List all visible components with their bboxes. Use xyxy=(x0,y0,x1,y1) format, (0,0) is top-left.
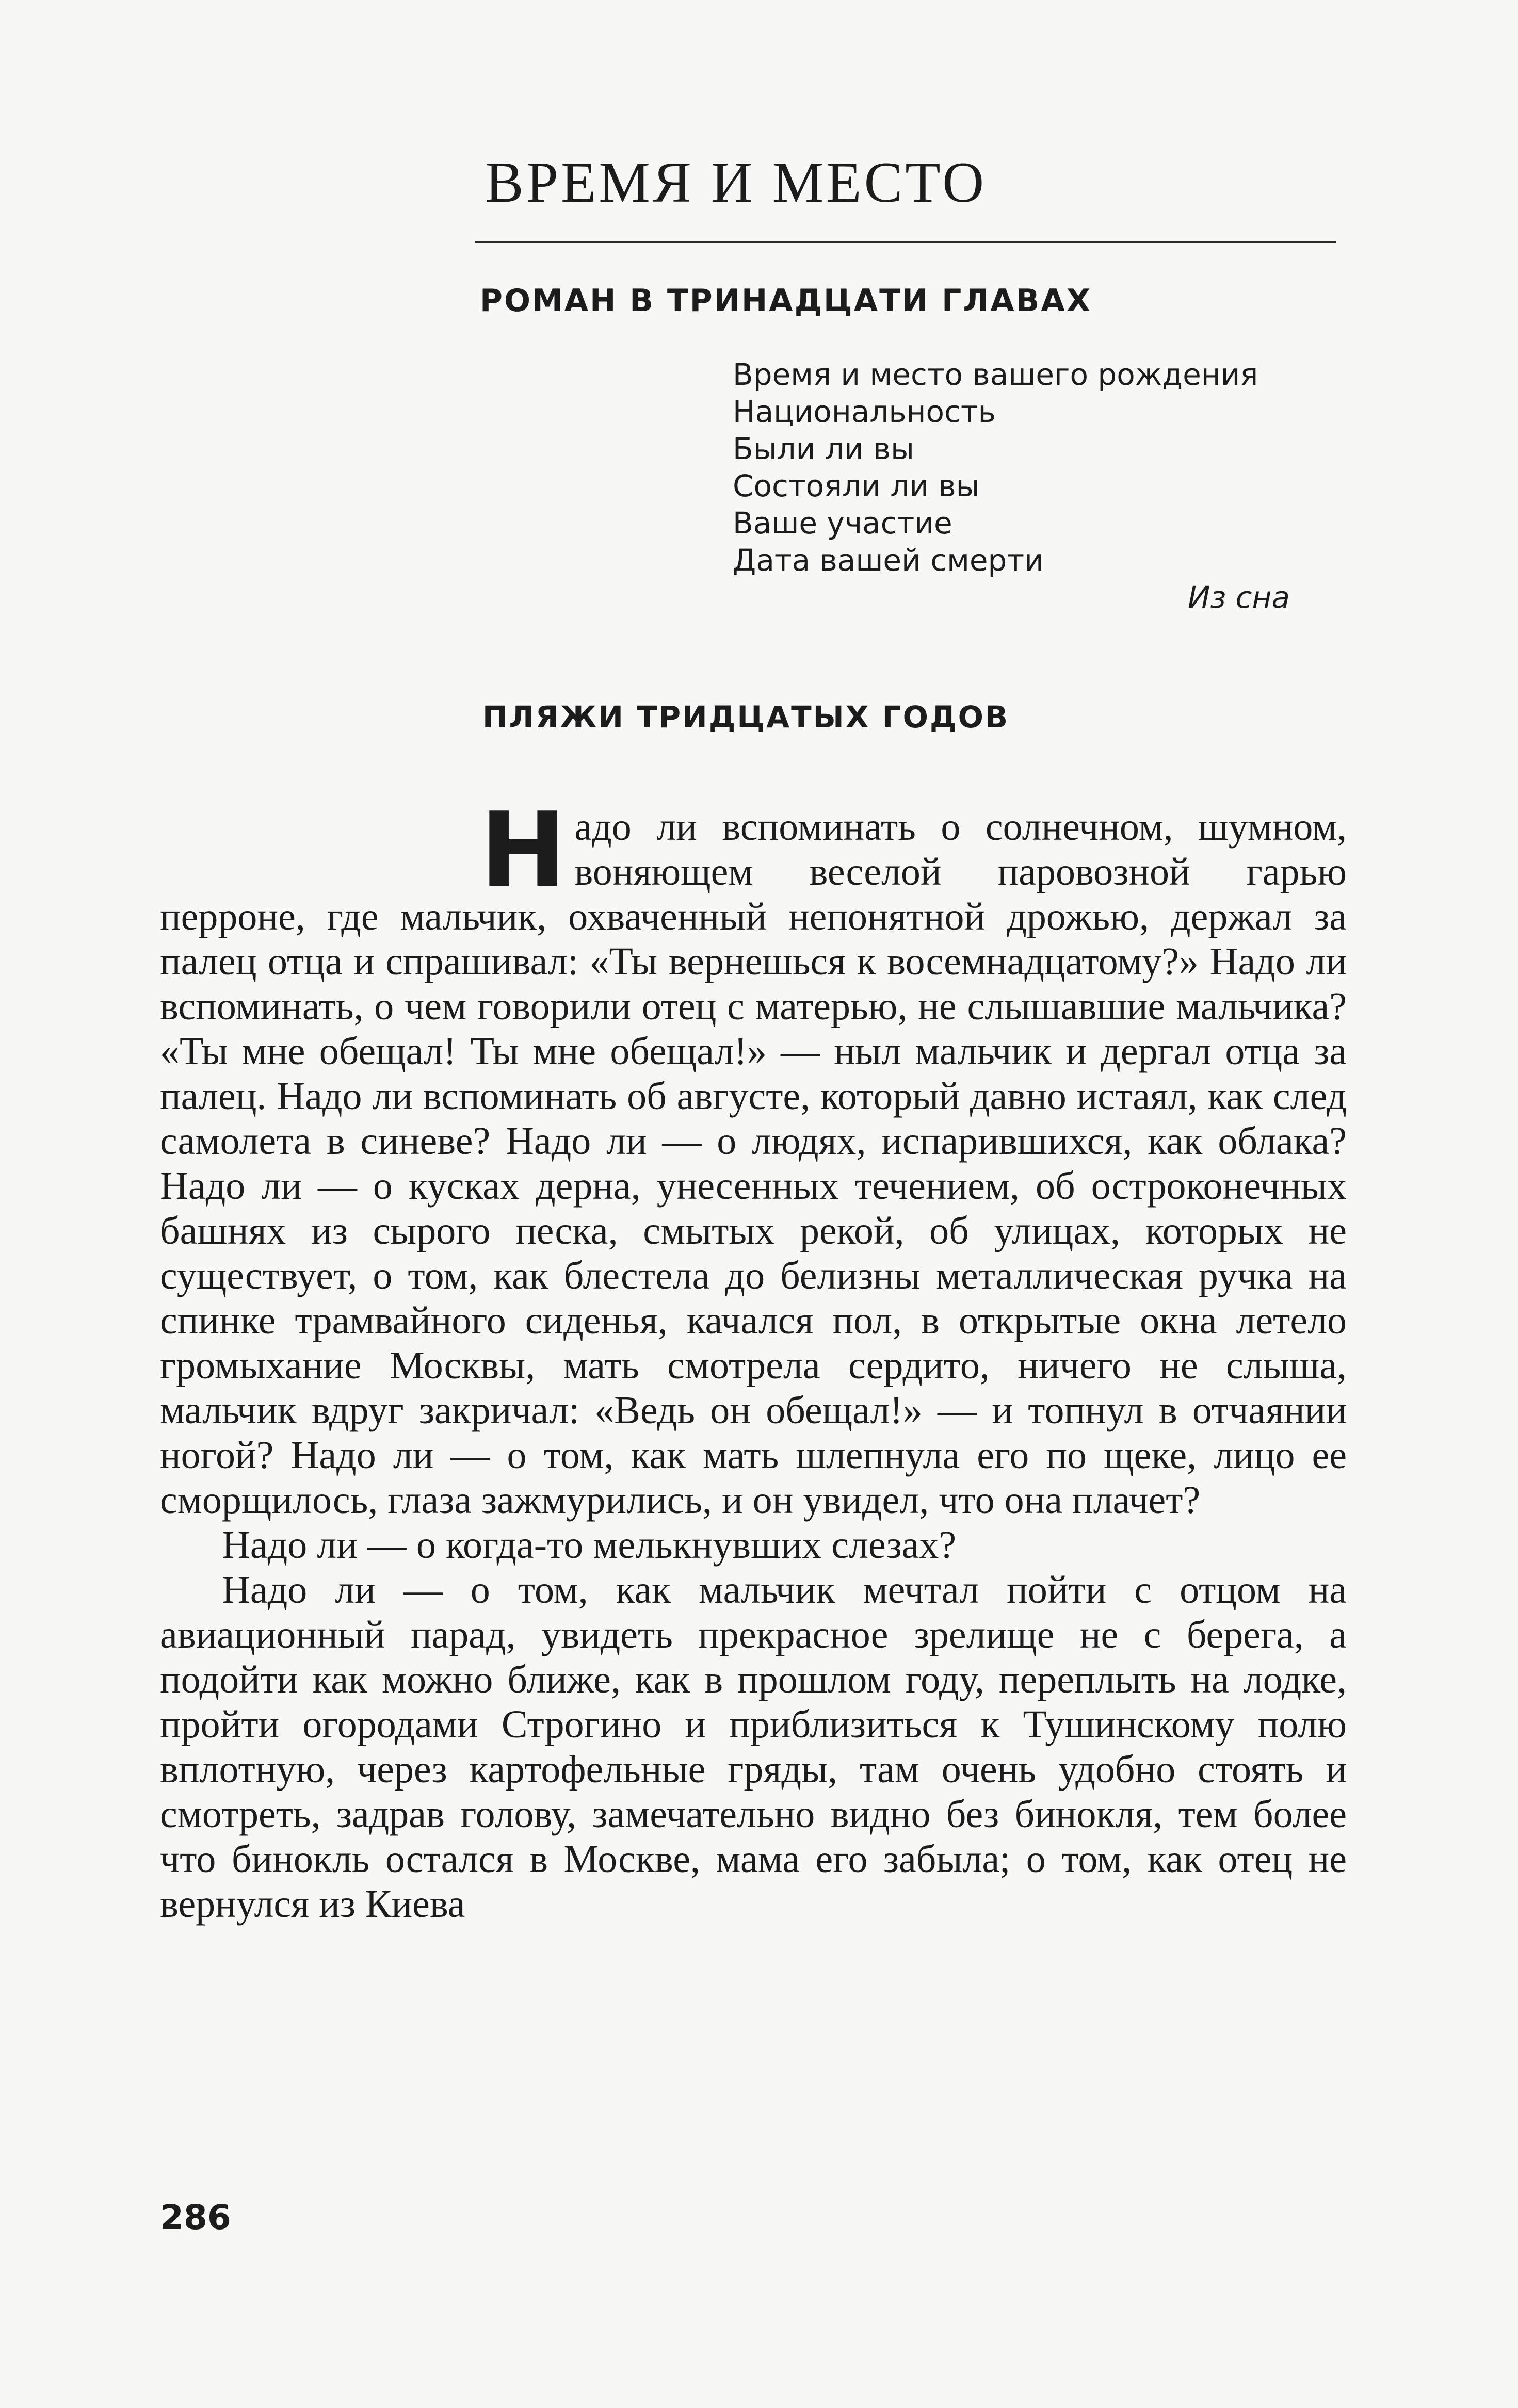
paragraph xyxy=(160,790,1347,1523)
epigraph-line: Национальность xyxy=(733,394,996,429)
subtitle: РОМАН В ТРИНАДЦАТИ ГЛАВАХ xyxy=(480,283,1092,319)
epigraph-line: Ваше участие xyxy=(733,506,952,541)
chapter-title: ВРЕМЯ И МЕСТО xyxy=(485,151,987,215)
paragraph-text: адо ли вспоминать о солнечном, шумном, воняющем веселой паровозной гарью перроне, где мальчик, охваченный непонятной дрожью, держал за палец отца и спрашивал: «Ты вернешься к восемнадцатому?» Надо ли вспоминать, о чем говорили отец с матерью, не слышавшие мальчика? «Ты мне обещал! Ты мне обещал!» — ныл мальчик и дергал отца за палец. Надо ли вспоминать об августе, который давно истаял, как след самолета в синеве? Надо ли — о людях, испарившихся, как облака? Надо ли — о кусках дерна, унесенных течением, об остроконечных башнях из сырого песка, смытых рекой, об улицах, которых не существует, о том, как блестела до белизны металлическая ручка на спинке трамвайного сиденья, качался пол, в открытые окна летело громыхание Москвы, мать смотрела сердито, ничего не слыша, мальчик вдруг закричал: «Ведь он обещал!» — и топнул в отчаянии ногой? Надо ли — о том, как мать шлепнула его по щеке, лицо ее сморщилось, глаза зажмурились, и он увидел, что она плачет? xyxy=(160,805,1347,1522)
body-text xyxy=(160,790,1347,1927)
paragraph: Надо ли — о когда-то мелькнувших слезах? xyxy=(222,1523,957,1567)
epigraph xyxy=(733,356,1300,616)
epigraph-source: Из сна xyxy=(1187,580,1290,615)
title-rule xyxy=(475,241,1336,243)
section-title: ПЛЯЖИ ТРИДЦАТЫХ ГОДОВ xyxy=(482,699,1010,735)
epigraph-line: Время и место вашего рождения xyxy=(733,357,1258,392)
paragraph: Надо ли — о том, как мальчик мечтал пойти с отцом на авиационный парад, увидеть прекрасное зрелище не с берега, а подойти как можно ближе, как в прошлом году, переплыть на лодке, пройти огородами Строгино и приблизиться к Тушинскому полю вплотную, через картофельные гряды, там очень удобно стоять и смотреть, задрав голову, замечательно видно без бинокля, тем более что бинокль остался в Москве, мама его забыла; о том, как отец не вернулся из Киева xyxy=(160,1568,1347,1926)
epigraph-line: Дата вашей смерти xyxy=(733,543,1044,578)
epigraph-line: Состояли ли вы xyxy=(733,468,980,503)
epigraph-line: Были ли вы xyxy=(733,431,914,466)
drop-cap: Н xyxy=(480,790,567,910)
page-number: 286 xyxy=(160,2198,231,2237)
